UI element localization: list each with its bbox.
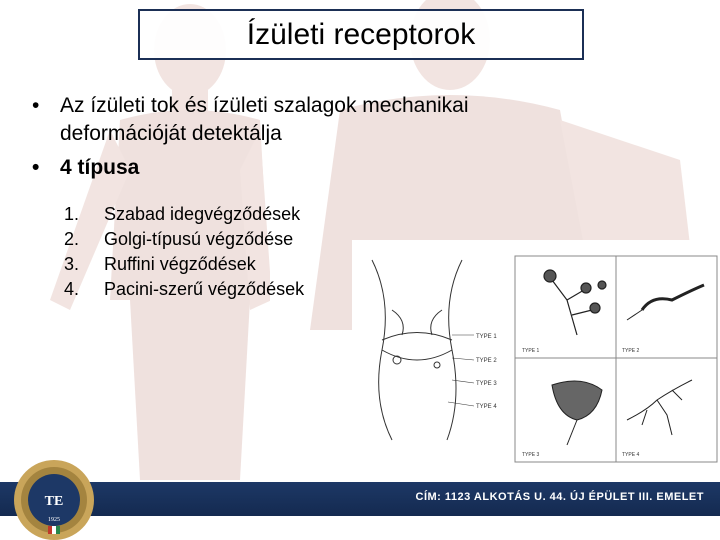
list-number: 3. <box>64 254 80 274</box>
joint-label: TYPE 3 <box>476 381 497 387</box>
panel-label: TYPE 4 <box>622 452 640 458</box>
panel-label: TYPE 1 <box>522 348 540 354</box>
panel-label: TYPE 2 <box>622 348 640 354</box>
list-item <box>64 252 304 277</box>
joint-label: TYPE 1 <box>476 334 497 340</box>
receptor-type4-drawing <box>627 380 692 435</box>
flag-red <box>48 526 52 534</box>
flag-green <box>56 526 60 534</box>
receptor-type2-drawing <box>627 285 704 320</box>
footer-bar <box>0 482 720 516</box>
receptor-panels <box>515 256 717 462</box>
receptor-illustration <box>352 240 720 482</box>
receptor-type1-drawing <box>544 270 606 335</box>
joint-label: TYPE 2 <box>476 358 497 364</box>
list-item <box>64 202 304 227</box>
knee-joint-sketch <box>372 260 474 440</box>
list-text: Szabad idegvégződések <box>104 204 301 224</box>
footer-address: CÍM: 1123 ALKOTÁS U. 44. ÚJ ÉPÜLET III. EMELET <box>415 491 704 503</box>
receptor-type-list <box>64 202 304 302</box>
bullet-text: Az ízületi tok és ízületi szalagok mechanikai deformációját detektálja <box>60 94 469 145</box>
list-item <box>64 277 304 302</box>
list-text: Golgi-típusú végződése <box>104 229 294 249</box>
seal-initials: TE <box>44 494 64 509</box>
list-item <box>64 227 304 252</box>
bullet-dot-icon: • <box>32 94 40 117</box>
seal-year: 1925 <box>48 517 60 523</box>
list-number: 4. <box>64 279 80 299</box>
list-number: 1. <box>64 204 80 224</box>
joint-label: TYPE 4 <box>476 404 497 410</box>
panel-label: TYPE 3 <box>522 452 540 458</box>
list-text: Pacini-szerű végződések <box>104 279 305 299</box>
title-box <box>138 9 584 60</box>
bullet-dot-icon: • <box>32 156 40 179</box>
list-text: Ruffini végződések <box>104 254 256 274</box>
bullet-text: 4 típusa <box>60 156 140 179</box>
bullet-item <box>30 154 590 182</box>
page-title: Ízületi receptorok <box>246 17 476 51</box>
university-seal-logo <box>12 458 96 540</box>
flag-white <box>52 526 56 534</box>
bullet-list <box>30 92 590 188</box>
receptor-drawing <box>352 240 720 482</box>
bullet-item <box>30 92 590 148</box>
receptor-type3-drawing <box>552 381 602 445</box>
list-number: 2. <box>64 229 80 249</box>
